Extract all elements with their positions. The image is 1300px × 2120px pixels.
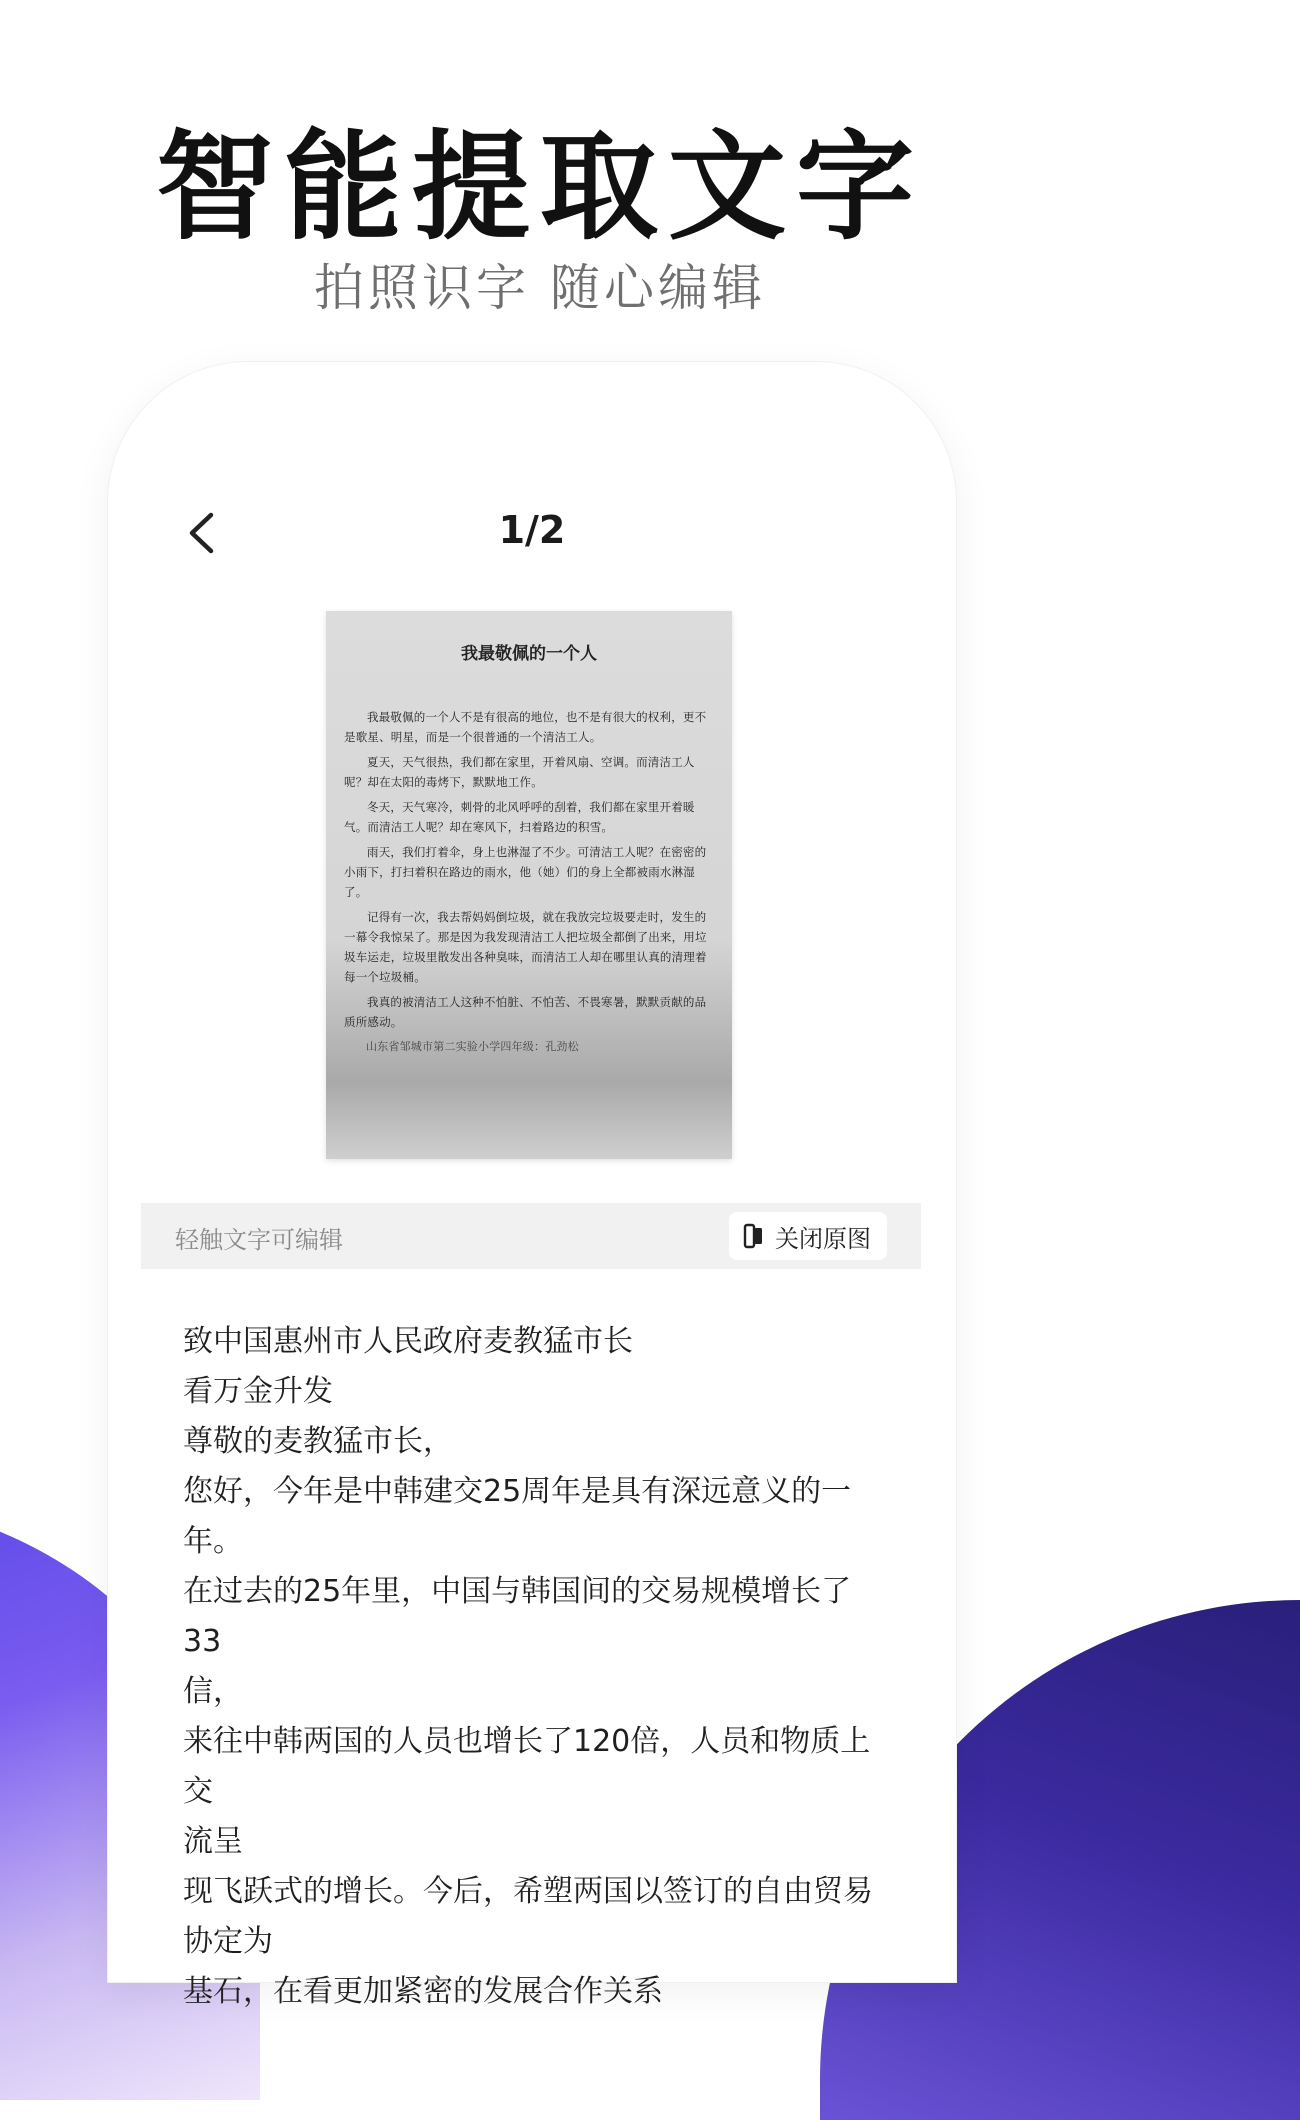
original-document-photo (326, 611, 732, 1159)
recognized-text-line[interactable]: 致中国惠州市人民政府麦教猛市长 (183, 1324, 633, 1359)
document-paragraph: 我最敬佩的一个人不是有很高的地位，也不是有很大的权利，更不是歌星、明星，而是一个很普通的一个清洁工人。 (344, 710, 707, 744)
recognized-text-line[interactable]: 流呈 (183, 1824, 243, 1859)
recognized-text-line[interactable]: 尊敬的麦教猛市长， (183, 1424, 453, 1459)
close-original-button[interactable] (729, 1212, 887, 1260)
document-paragraph: 冬天，天气寒冷，刺骨的北风呼呼的刮着，我们都在家里开着暖气。而清洁工人呢？却在寒风下，扫着路边的积雪。 (344, 800, 695, 834)
recognized-text-line[interactable]: 看万金升发 (183, 1374, 333, 1409)
document-paragraph: 我真的被清洁工人这种不怕脏、不怕苦、不畏寒暑，默默贡献的品质所感动。 (344, 995, 707, 1029)
edit-toolbar (141, 1203, 921, 1269)
recognized-text-line[interactable]: 年。 (183, 1524, 243, 1559)
document-body (344, 707, 714, 1057)
recognized-text-line[interactable]: 现飞跃式的增长。今后，希塑两国以签订的自由贸易 (183, 1874, 873, 1909)
recognized-text-line[interactable]: 您好，今年是中韩建交25周年是具有深远意义的一 (183, 1474, 852, 1509)
recognized-text-editor[interactable] (183, 1317, 883, 2017)
document-paragraph: 夏天，天气很热，我们都在家里，开着风扇、空调。而清洁工人呢？却在太阳的毒烤下，默默地工作。 (344, 755, 695, 789)
edit-hint: 轻触文字可编辑 (175, 1226, 343, 1254)
document-title: 我最敬佩的一个人 (461, 644, 597, 664)
recognized-text-line[interactable]: 来往中韩两国的人员也增长了120倍，人员和物质上交 (183, 1724, 871, 1809)
document-paragraph: 记得有一次，我去帮妈妈倒垃圾，就在我放完垃圾要走时，发生的一幕令我惊呆了。那是因为我发现清洁工人把垃圾全都倒了出来，用垃圾车运走，垃圾里散发出各种臭味，而清洁工人却在哪里认真的清理着每一个垃圾桶。 (344, 910, 707, 984)
recognized-text-line[interactable]: 基石，在看更加紧密的发展合作关系 (183, 1974, 663, 2009)
promo-headline: 智能提取文字 (155, 118, 924, 256)
recognized-text-line[interactable]: 信， (183, 1674, 243, 1709)
document-signature: 山东省邹城市第二实验小学四年级：孔劲松 (366, 1040, 579, 1053)
recognized-text-line[interactable]: 协定为 (183, 1924, 273, 1959)
phone-mockup (108, 362, 956, 2009)
split-view-icon (743, 1223, 765, 1249)
recognized-text-line[interactable]: 在过去的25年里，中国与韩国间的交易规模增长了33 (183, 1574, 852, 1659)
promo-subheadline: 拍照识字 随心编辑 (314, 259, 766, 317)
page-indicator: 1/2 (498, 508, 566, 552)
close-original-label: 关闭原图 (775, 1224, 871, 1253)
document-paragraph: 雨天，我们打着伞，身上也淋湿了不少。可清洁工人呢？在密密的小雨下，打扫着积在路边的雨水，他（她）们的身上全都被雨水淋湿了。 (344, 845, 707, 899)
